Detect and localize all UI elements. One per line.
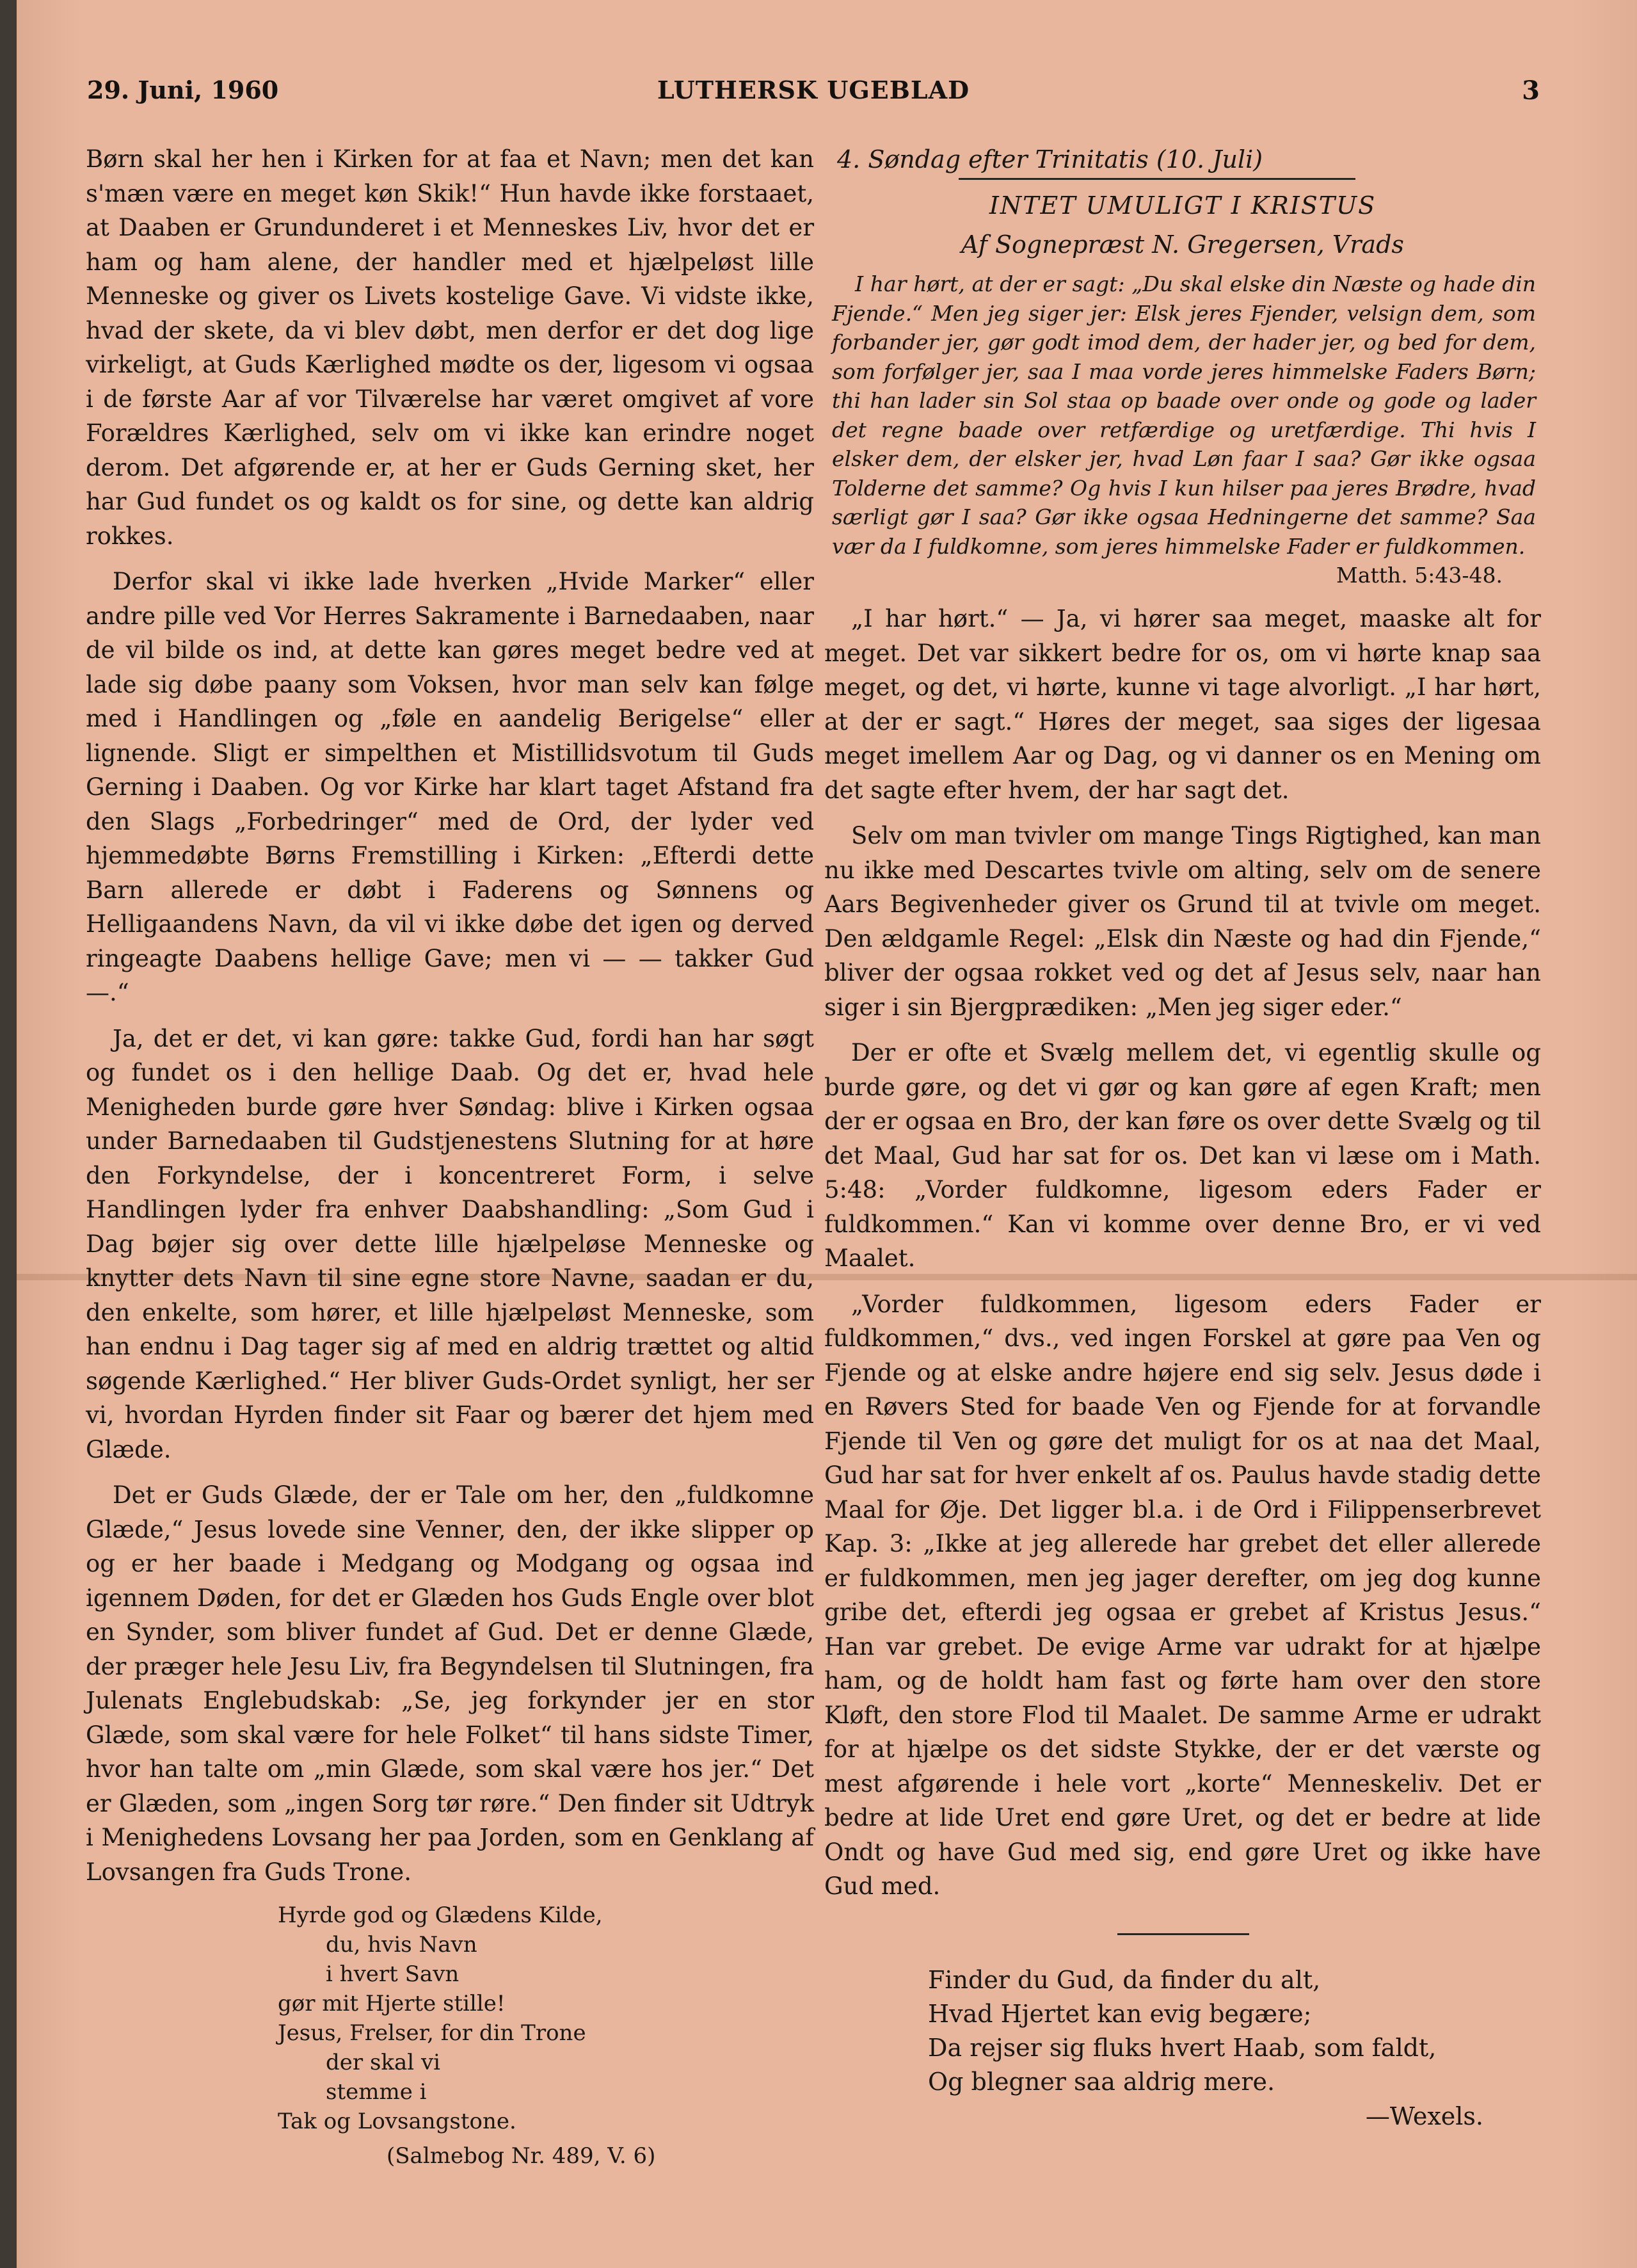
verse-line: Hvad Hjertet kan evig begære;: [928, 1999, 1312, 2028]
paragraph: Det er Guds Glæde, der er Tale om her, den „fuldkomne Glæde,“ Jesus lovede sine Venner, den, der ikke slipper op og er her baade i Medgang og Modgang og ogsaa ind igennem Døden, for det er Glæden hos Guds Engle over blot en Synder, som bliver fundet af Gud. Det er denne Glæde, der præger hele Jesu Liv, fra Begyndelsen til Slutningen, fra Julenats Englebudskab: „Se, jeg forkynder jer en stor Glæde, som skal være for hele Folket“ til hans sidste Timer, hvor han talte om „min Glæde, som skal være hos jer.“ Det er Glæden, som „ingen Sorg tør røre.“ Den finder sit Udtryk i Menighedens Lovsang her paa Jorden, som en Genklang af Lovsangen fra Guds Trone.: [86, 1481, 814, 1886]
verse-line: gør mit Hjerte stille!: [278, 1991, 506, 2016]
article-author: Af Sognepræst N. Gregersen, Vrads: [961, 230, 1404, 259]
publication-title: LUTHERSK UGEBLAD: [657, 76, 970, 104]
verse-line: der skal vi: [326, 2050, 441, 2075]
article-title: INTET UMULIGT I KRISTUS: [989, 191, 1377, 220]
verse-signature: —Wexels.: [1365, 2102, 1483, 2130]
verse-line: du, hvis Navn: [326, 1932, 477, 1958]
hymn-source: (Salmebog Nr. 489, V. 6): [387, 2143, 656, 2169]
page-header: [87, 76, 1540, 114]
verse-line: Hyrde god og Glædens Kilde,: [278, 1902, 603, 1928]
right-column: [824, 142, 1541, 2134]
verse-line: Finder du Gud, da finder du alt,: [928, 1965, 1321, 1994]
verse-line: Jesus, Frelser, for din Trone: [278, 2020, 586, 2046]
paragraph: Børn skal her hen i Kirken for at faa et Navn; men det kan s'mæn være en meget køn Skik!“ Hun havde ikke forstaaet, at Daaben er Grundunderet i et Menneskes Liv, hvor det er ham og ham alene, der handler med et hjælpeløst lille Menneske og giver os Livets kostelige Gave. Vi vidste ikke, hvad der skete, da vi blev døbt, men derfor er det dog lige virkeligt, at Guds Kærlighed mødte os der, ligesom vi ogsaa i de første Aar af vor Tilværelse har været omgivet af vore Forældres Kærlighed, selv om vi ikke kan erindre noget derom. Det afgørende er, at her er Guds Gerning sket, her har Gud fundet os og kaldt os for sine, og dette kan aldrig rokkes.: [86, 145, 814, 550]
section-divider: [1117, 1933, 1249, 1935]
paragraph: Derfor skal vi ikke lade hverken „Hvide Marker“ eller andre pille ved Vor Herres Sakramente i Barnedaaben, naar de vil bilde os ind, at dette kan gøres meget bedre ved at lade sig døbe paany som Voksen, hvor man selv kan følge med i Handlingen og „føle en aandelig Berigelse“ eller lignende. Sligt er simpelthen et Mistillidsvotum til Guds Gerning i Daaben. Og vor Kirke har klart taget Afstand fra den Slags „Forbedringer“ med de Ord, der lyder ved hjemmedøbte Børns Fremstilling i Kirken: „Efterdi dette Barn allerede er døbt i Faderens og Sønnens og Helligaandens Navn, da vil vi ikke døbe det igen og derved ringeagte Daabens hellige Gave; men vi — — takker Gud —.“: [86, 568, 814, 1006]
paragraph: Selv om man tvivler om mange Tings Rigtighed, kan man nu ikke med Descartes tvivle om alting, selv om de senere Aars Begivenheder giver os Grund til at tvivle om meget. Den ældgamle Regel: „Elsk din Næste og had din Fjende,“ bliver der ogsaa rokket ved og det af Jesus selv, naar han siger i sin Bjergprædiken: „Men jeg siger eder.“: [824, 822, 1541, 1021]
closing-verse: [928, 1963, 1541, 2099]
paragraph: „I har hørt.“ — Ja, vi hører saa meget, maaske alt for meget. Det var sikkert bedre for os, om vi hørte knap saa meget, og det, vi hørte, kunne vi tage alvorligt. „I har hørt, at der er sagt.“ Høres der meget, saa siges der ligesaa meget imellem Aar og Dag, og vi danner os en Mening om det sagte efter hvem, der har sagt det.: [824, 605, 1541, 804]
verse-line: stemme i: [326, 2079, 427, 2105]
scripture-text: I har hørt, at der er sagt: „Du skal elske din Næste og hade din Fjende.“ Men jeg siger jer: Elsk jeres Fjender, velsign dem, som forbander jer, gør godt imod dem, der hader jer, og bed for dem, som forfølger jer, saa I maa vorde jeres himmelske Faders Børn; thi han lader sin Sol staa op baade over onde og gode og lader det regne baade over retfærdige og uretfærdige. Thi hvis I elsker dem, der elsker jer, hvad Løn faar I saa? Gør ikke ogsaa Tolderne det samme? Og hvis I kun hilser paa jeres Brødre, hvad særligt gør I saa? Gør ikke ogsaa Hedningerne det samme? Saa vær da I fuldkomne, som jeres himmelske Fader er fuldkommen.: [832, 271, 1536, 559]
newspaper-page: [17, 0, 1637, 2268]
paragraph: „Vorder fuldkommen, ligesom eders Fader er fuldkommen,“ dvs., ved ingen Forskel at gøre paa Ven og Fjende og at elske andre højere end sig selv. Jesus døde i en Røvers Sted for baade Ven og Fjende for at forvandle Fjende til Ven og gøre det muligt for os at naa det Maal, Gud har sat for hver enkelt af os. Paulus havde stadig dette Maal for Øje. Det ligger bl.a. i de Ord i Filippenserbrevet Kap. 3: „Ikke at jeg allerede har grebet det eller allerede er fuldkommen, men jeg jager derefter, om jeg dog kunne gribe det, efterdi jeg ogsaa er grebet af Kristus Jesus.“ Han var grebet. De evige Arme var udrakt for at hjælpe ham, og de holdt ham fast og førte ham over den store Kløft, den store Flod til Maalet. De samme Arme er udrakt for at hjælpe os det sidste Stykke, der er det værste og mest afgørende i hele vort „korte“ Menneskeliv. Det er bedre at lide Uret end gøre Uret, og det er bedre at lide Ondt og have Gud med sig, end gøre Uret og ikke have Gud med.: [824, 1290, 1541, 1900]
verse-line: Da rejser sig fluks hvert Haab, som faldt,: [928, 2033, 1437, 2062]
page-number: 3: [1522, 76, 1540, 106]
verse-line: Tak og Lovsangstone.: [278, 2109, 516, 2134]
heading-rule: [959, 178, 1355, 180]
paragraph: Der er ofte et Svælg mellem det, vi egentlig skulle og burde gøre, og det vi gør og kan gøre af egen Kraft; men der er ogsaa en Bro, der kan føre os over dette Svælg og til det Maal, Gud har sat for os. Det kan vi læse om i Math. 5:48: „Vorder fuldkomne, ligesom eders Fader er fuldkommen.“ Kan vi komme over denne Bro, er vi ved Maalet.: [824, 1039, 1541, 1272]
issue-date: 29. Juni, 1960: [87, 76, 279, 104]
scripture-reference: Matth. 5:43-48.: [1336, 563, 1503, 588]
hymn-verse: [278, 1901, 814, 2136]
verse-line: Og blegner saa aldrig mere.: [928, 2067, 1275, 2096]
verse-line: i hvert Savn: [326, 1961, 459, 1987]
paragraph: Ja, det er det, vi kan gøre: takke Gud, fordi han har søgt og fundet os i den hellige Daab. Og det er, hvad hele Menigheden burde gøre hver Søndag: blive i Kirken ogsaa under Barnedaaben til Gudstjenestens Slutning for at høre den Forkyndelse, der i koncentreret Form, i selve Handlingen lyder fra enhver Daabshandling: „Som Gud i Dag bøjer sig over dette lille hjælpeløse Menneske og knytter dets Navn til sine egne store Navne, saadan er du, den enkelte, som hører, et lille hjælpeløst Menneske, som han endnu i Dag tager sig af med en aldrig trættet og altid søgende Kærlighed.“ Her bliver Guds-Ordet synligt, her ser vi, hvordan Hyrden finder sit Faar og bærer det hjem med Glæde.: [86, 1024, 814, 1463]
sunday-heading: 4. Søndag efter Trinitatis (10. Juli): [837, 145, 1263, 173]
left-column: [86, 142, 814, 2171]
